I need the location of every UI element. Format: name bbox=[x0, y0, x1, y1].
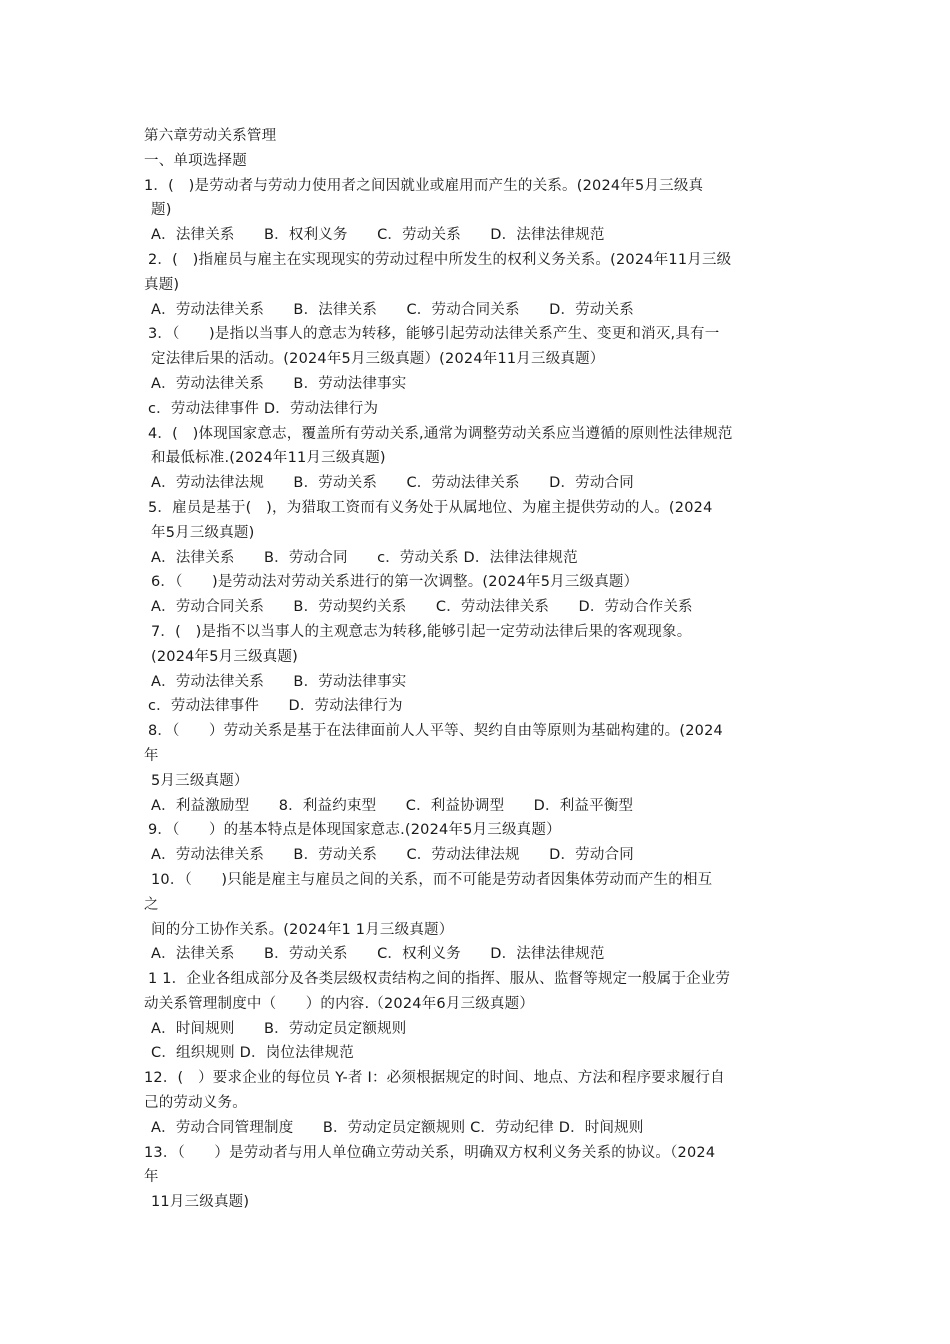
document-line: A．劳动法律关系 B．劳动关系 C．劳动法律法规 D．劳动合同 bbox=[151, 847, 634, 864]
document-line: A．劳动法律关系 B．劳动法律事实 bbox=[151, 375, 407, 392]
document-line: 定法律后果的活动。(2024年5月三级真题）(2024年11月三级真题） bbox=[151, 351, 605, 368]
document-line: A．法律关系 B．权利义务 C．劳动关系 D．法律法律规范 bbox=[151, 227, 605, 244]
document-line: 年 bbox=[144, 1169, 159, 1186]
document-line: 间的分工协作关系。(2024年1 1月三级真题） bbox=[151, 921, 454, 938]
document-line: A．劳动法律法规 B．劳动关系 C．劳动法律关系 D．劳动合同 bbox=[151, 475, 634, 492]
document-line: 4．( )体现国家意志，覆盖所有劳动关系,通常为调整劳动关系应当遵循的原则性法律规范 bbox=[148, 425, 733, 442]
document-line: 3．（ )是指以当事人的意志为转移，能够引起劳动法律关系产生、变更和消灭,具有一 bbox=[148, 326, 720, 343]
document-line: A．时间规则 B．劳动定员定额规则 bbox=[151, 1020, 407, 1037]
chapter-title: 第六章劳动关系管理 bbox=[144, 128, 277, 144]
document-line: 2．( )指雇员与雇主在实现现实的劳动过程中所发生的权利义务关系。(2024年11月三级 bbox=[148, 251, 732, 268]
document-line: 之 bbox=[144, 896, 159, 913]
document-line: 1 1．企业各组成部分及各类层级权责结构之间的指挥、服从、监督等规定一般属于企业劳 bbox=[148, 971, 731, 988]
document-line: A．法律关系 B．劳动合同 c．劳动关系 D．法律法律规范 bbox=[151, 549, 578, 566]
document-line: 10．（ )只能是雇主与雇员之间的关系，而不可能是劳动者因集体劳动而产生的相互 bbox=[151, 871, 713, 888]
document-body bbox=[144, 124, 814, 1215]
document-line: 己的劳动义务。 bbox=[144, 1095, 247, 1112]
document-line: 和最低标准.(2024年11月三级真题) bbox=[151, 450, 386, 467]
document-line: A．劳动法律关系 B．法律关系 C．劳动合同关系 D．劳动关系 bbox=[151, 301, 634, 318]
document-line: 5．雇员是基于( )，为猎取工资而有义务处于从属地位、为雇主提供劳动的人。(2024 bbox=[148, 499, 713, 516]
document-line: A．劳动法律关系 B．劳动法律事实 bbox=[151, 673, 407, 690]
document-line: 12．( ）要求企业的每位员 Y-者 I：必须根据规定的时间、地点、方法和程序要求履行自 bbox=[144, 1070, 725, 1087]
document-line: A．劳动合同管理制度 B．劳动定员定额规则 C．劳动纪律 D．时间规则 bbox=[151, 1119, 644, 1136]
document-line: A．劳动合同关系 B．劳动契约关系 C．劳动法律关系 D．劳动合作关系 bbox=[151, 599, 693, 616]
document-line: 年5月三级真题) bbox=[151, 524, 255, 541]
document-line: 6．（ )是劳动法对劳动关系进行的第一次调整。(2024年5月三级真题） bbox=[151, 574, 639, 591]
document-line: 13．（ ）是劳动者与用人单位确立劳动关系，明确双方权利义务关系的协议。（2024 bbox=[144, 1144, 716, 1161]
document-line: (2024年5月三级真题) bbox=[151, 648, 299, 665]
document-line: 年 bbox=[144, 747, 159, 764]
document-line: 9．（ ）的基本特点是体现国家意志.(2024年5月三级真题） bbox=[148, 822, 561, 839]
document-line: A．法律关系 B．劳动关系 C．权利义务 D．法律法律规范 bbox=[151, 946, 605, 963]
document-line: 真题) bbox=[144, 276, 180, 293]
document-line: 动关系管理制度中（ ）的内容.（2024年6月三级真题） bbox=[144, 995, 535, 1012]
document-line: A．利益激励型 8．利益约束型 C．利益协调型 D．利益平衡型 bbox=[151, 797, 634, 814]
document-line: 5月三级真题） bbox=[151, 772, 249, 789]
section-heading: 一、单项选择题 bbox=[144, 152, 247, 169]
document-line: 11月三级真题) bbox=[151, 1194, 250, 1211]
document-line: c．劳动法律事件 D．劳动法律行为 bbox=[148, 698, 403, 715]
document-line: c．劳动法律事件 D．劳动法律行为 bbox=[148, 400, 379, 417]
document-line: 题) bbox=[151, 202, 172, 219]
document-line: C．组织规则 D．岗位法律规范 bbox=[151, 1045, 354, 1062]
document-line: 8．（ ）劳动关系是基于在法律面前人人平等、契约自由等原则为基础构建的。(2024 bbox=[148, 723, 723, 740]
document-line: 1．( )是劳动者与劳动力使用者之间因就业或雇用而产生的关系。(2024年5月三级真 bbox=[144, 177, 704, 194]
document-line: 7．( )是指不以当事人的主观意志为转移,能够引起一定劳动法律后果的客观现象。 bbox=[151, 623, 692, 640]
